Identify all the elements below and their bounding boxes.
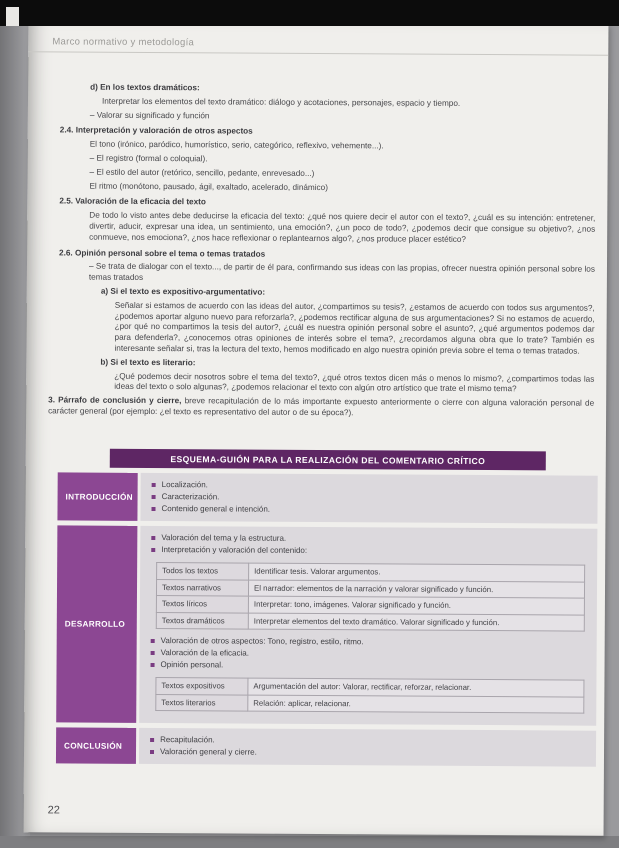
s26-b-paragraph: ¿Qué podemos decir nosotros sobre el tema del texto?, ¿qué otros textos dicen más o menos lo mismo?, ¿compartimos todas las ideas del texto o solo algunas?, ¿podemos relacionar el texto con algún otro artístico que trate el mismo tema? bbox=[114, 371, 595, 394]
heading-2-4: 2.4. Interpretación y valoración de otros aspectos bbox=[59, 125, 253, 136]
conclusion-label: CONCLUSIÓN bbox=[56, 727, 136, 763]
section-3-paragraph bbox=[48, 395, 594, 420]
item-d-heading: d) En los textos dramáticos: bbox=[90, 82, 200, 93]
bullet-item: Valoración de la eficacia. bbox=[150, 647, 589, 662]
s24-line1: El tono (irónico, paródico, humorístico, serio, categórico, reflexivo, vehemente...). bbox=[89, 139, 384, 151]
s26-b-label: b) Si el texto es literario: bbox=[100, 357, 196, 367]
conclusion-content bbox=[139, 728, 596, 767]
item-d-line2: – Valorar su significado y función bbox=[89, 110, 210, 120]
page-number: 22 bbox=[47, 804, 60, 817]
scan-corner-notch bbox=[6, 7, 19, 26]
subtable-text: El narrador: elementos de la narración y valorar significado y función. bbox=[248, 580, 584, 599]
s26-intro: – Se trata de dialogar con el texto..., de partir de él para, confirmando sus ideas con las propias, ofrecer nuestra opinión personal sobre los temas tratados bbox=[88, 261, 596, 283]
introduccion-label: INTRODUCCIÓN bbox=[57, 472, 137, 520]
introduccion-bullets bbox=[150, 479, 589, 518]
bullet-item: Caracterización. bbox=[151, 491, 590, 506]
bullet-item: Opinión personal. bbox=[150, 659, 589, 674]
subtable-text: Argumentación del autor: Valorar, rectificar, reforzar, relacionar. bbox=[248, 678, 584, 697]
subtable-text: Relación: aplicar, relacionar. bbox=[248, 695, 584, 714]
subtable-row bbox=[156, 612, 584, 631]
bullet-item: Recapitulación. bbox=[149, 734, 588, 749]
s24-line4: El ritmo (monótono, pausado, ágil, exaltado, acelerado, dinámico) bbox=[89, 181, 328, 192]
schema-row-conclusion bbox=[56, 727, 596, 766]
s25-paragraph: De todo lo visto antes debe deducirse la eficacia del texto: ¿qué nos quiere decir el autor con el texto?, ¿cuál es su intención: entretener, divertir, aducir, expresar una idea, un sentimiento, una emoción?, ¿un poco de todo?, ¿podemos decir que consigue su objetivo?, ¿nos conmueve, nos emociona?, ¿nos hace reflexionar o replantearnos algo?, ¿nos produce placer estético? bbox=[89, 210, 596, 244]
heading-2-5: 2.5. Valoración de la eficacia del texto bbox=[59, 196, 206, 207]
page-body bbox=[48, 82, 596, 423]
desarrollo-subtable-2 bbox=[155, 677, 584, 714]
desarrollo-subtable-1 bbox=[156, 562, 585, 632]
schema-row-introduccion bbox=[57, 472, 597, 523]
running-header: Marco normativo y metodología bbox=[52, 36, 195, 49]
subtable-label: Textos líricos bbox=[156, 596, 248, 613]
bullet-item: Valoración del tema y la estructura. bbox=[150, 532, 589, 547]
introduccion-content bbox=[140, 473, 597, 524]
subtable-label: Textos literarios bbox=[156, 694, 248, 711]
book-page bbox=[24, 20, 609, 836]
schema-title: ESQUEMA-GUIÓN PARA LA REALIZACIÓN DEL COMENTARIO CRÍTICO bbox=[110, 449, 546, 471]
s24-line2: – El registro (formal o coloquial). bbox=[89, 153, 208, 164]
subtable-text: Identificar tesis. Valorar argumentos. bbox=[249, 563, 585, 582]
subtable-text: Interpretar: tono, imágenes. Valorar significado y función. bbox=[248, 596, 584, 615]
subtable-label: Textos expositivos bbox=[156, 678, 248, 695]
item-d-line1: Interpretar los elementos del texto dramático: diálogo y acotaciones, personajes, espacio y tiempo. bbox=[101, 96, 461, 108]
scan-top-edge bbox=[0, 0, 619, 26]
desarrollo-bullets-top bbox=[150, 532, 589, 559]
heading-2-6: 2.6. Opinión personal sobre el tema o temas tratados bbox=[59, 247, 266, 259]
bullet-item: Interpretación y valoración del contenido: bbox=[150, 544, 589, 559]
desarrollo-label: DESARROLLO bbox=[56, 525, 137, 722]
s24-line3: – El estilo del autor (retórico, sencillo, pedante, enrevesado...) bbox=[89, 167, 315, 178]
section-3-label: 3. Párrafo de conclusión y cierre, bbox=[48, 395, 182, 406]
s26-a-label: a) Si el texto es expositivo-argumentativo: bbox=[100, 286, 266, 297]
schema-row-desarrollo bbox=[56, 525, 597, 725]
s26-a-paragraph: Señalar si estamos de acuerdo con las ideas del autor, ¿compartimos su tesis?, ¿estamos de acuerdo con todos sus argumentos?, ¿podemos aportar alguno nuevo para reforzarla?, ¿podemos rectificar alguna de sus argumentaciones? Si no estamos de acuerdo, ¿por qué no compartimos la tesis del autor?, ¿cuál es nuestra opinión personal sobre el asunto?, ¿qué argumentos podemos dar para defenderla?, ¿conocemos otras opiniones de interés sobre el tema?, ¿recordamos alguna obra que lo trate? También es interesante señalar si, tras la lectura del texto, hemos modificado en algo nuestra opinión previa sobre el tema o temas tratados. bbox=[114, 300, 595, 356]
bullet-item: Contenido general e intención. bbox=[150, 503, 589, 518]
conclusion-bullets bbox=[149, 734, 588, 761]
bullet-item: Valoración general y cierre. bbox=[149, 746, 588, 761]
subtable-row bbox=[156, 694, 584, 713]
desarrollo-content bbox=[139, 526, 597, 726]
header-rule bbox=[28, 51, 608, 56]
bullet-item: Valoración de otros aspectos: Tono, registro, estilo, ritmo. bbox=[150, 635, 589, 650]
section-3-text: breve recapitulación de lo más importante expuesto anteriormente o cierre con alguna valoración personal de carácter general (por ejemplo: ¿el texto es representativo del autor o de su época?). bbox=[48, 396, 595, 418]
subtable-label: Todos los textos bbox=[157, 563, 249, 580]
bullet-item: Localización. bbox=[151, 479, 590, 494]
desarrollo-bullets-mid bbox=[150, 635, 589, 674]
schema-table bbox=[56, 448, 598, 766]
scan-bottom-edge bbox=[0, 836, 619, 848]
subtable-label: Textos narrativos bbox=[156, 579, 248, 596]
subtable-label: Textos dramáticos bbox=[156, 612, 248, 629]
subtable-text: Interpretar elementos del texto dramático. Valorar significado y función. bbox=[248, 613, 584, 632]
